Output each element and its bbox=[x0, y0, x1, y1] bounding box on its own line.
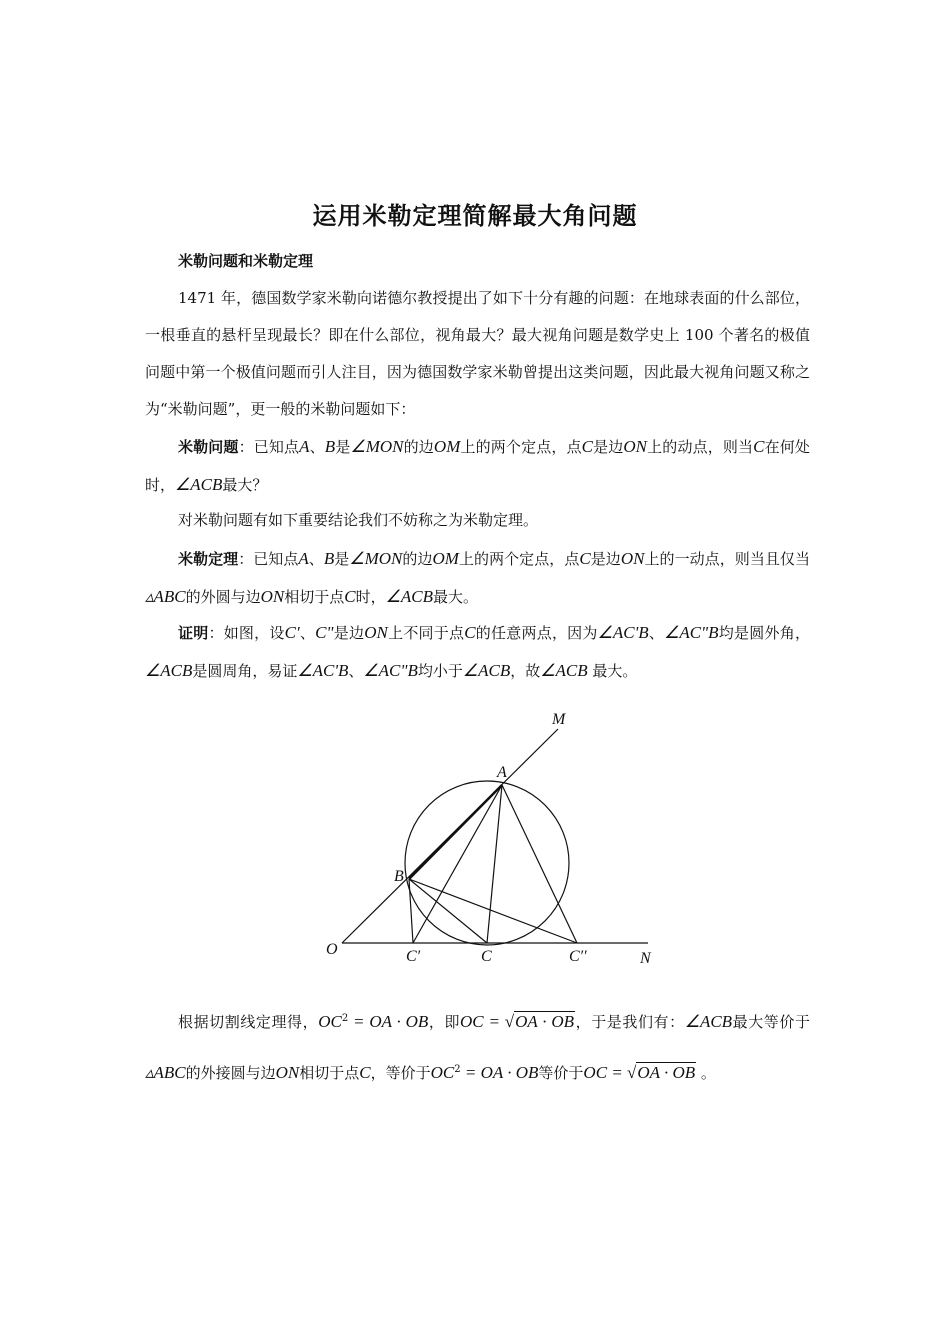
label-o: O bbox=[326, 941, 338, 958]
math-angle-acb: ∠ACB bbox=[462, 661, 511, 680]
math-om: OM bbox=[433, 437, 461, 456]
segment-ab bbox=[409, 785, 502, 879]
text: ，故 bbox=[510, 662, 541, 680]
math-angle-acb: ∠ACB bbox=[385, 587, 434, 606]
text: 时， bbox=[355, 588, 386, 606]
text: 最大？ bbox=[222, 476, 268, 494]
text: 是边 bbox=[592, 438, 624, 456]
label-c-double-prime: C′′ bbox=[569, 948, 587, 965]
text: 是圆周角，易证 bbox=[192, 662, 298, 680]
math-on: ON bbox=[620, 549, 645, 568]
math-oa-ob: = OA · OB bbox=[460, 1063, 539, 1082]
text: 均小于 bbox=[417, 662, 463, 680]
text: 上的两个定点，点 bbox=[460, 438, 582, 456]
text: 均是圆外角， bbox=[718, 624, 810, 642]
text: 根据切割线定理得， bbox=[178, 1013, 319, 1031]
label-a: A bbox=[497, 764, 507, 781]
text: 相切于点 bbox=[299, 1064, 360, 1082]
text: 最大等价于 bbox=[732, 1013, 810, 1031]
text: 等价于 bbox=[538, 1064, 584, 1082]
math-on: ON bbox=[623, 437, 648, 456]
miller-problem-paragraph bbox=[145, 428, 810, 504]
math-exponent: 2 bbox=[341, 1013, 349, 1024]
math-C: C bbox=[344, 587, 356, 606]
conclusion-intro: 对米勒问题有如下重要结论我们不妨称之为米勒定理。 bbox=[178, 511, 539, 529]
math-A: A bbox=[298, 549, 309, 568]
math-triangle-abc: ▵ABC bbox=[145, 1063, 186, 1082]
math-A: A bbox=[299, 437, 310, 456]
math-C: C bbox=[581, 437, 593, 456]
text: ，等价于 bbox=[370, 1064, 431, 1082]
text: 上的动点，则当 bbox=[647, 438, 754, 456]
math-C: C bbox=[464, 623, 476, 642]
proof-label: 证明 bbox=[178, 624, 209, 642]
final-paragraph bbox=[145, 995, 810, 1097]
text: 上不同于点 bbox=[387, 624, 465, 642]
text: 的边 bbox=[403, 438, 434, 456]
text: 、 bbox=[299, 624, 316, 642]
label-b: B bbox=[394, 868, 404, 885]
label-c: C bbox=[481, 948, 492, 965]
segment-b-c-prime bbox=[409, 879, 413, 943]
label-c-prime: C′ bbox=[406, 948, 421, 965]
math-B: B bbox=[323, 549, 335, 568]
math-angle: ∠AC'B bbox=[297, 661, 349, 680]
text: ：已知点 bbox=[238, 438, 300, 456]
text: 的外圆与边 bbox=[185, 588, 261, 606]
text: ：已知点 bbox=[238, 550, 299, 568]
miller-diagram bbox=[320, 705, 670, 975]
text: ：如图，设 bbox=[208, 624, 285, 642]
text: 的边 bbox=[402, 550, 433, 568]
text: 上的一动点，则当且仅当 bbox=[644, 550, 810, 568]
math-om: OM bbox=[432, 549, 459, 568]
text: 相切于点 bbox=[284, 588, 345, 606]
miller-theorem-paragraph bbox=[145, 540, 810, 616]
intro-paragraph: 1471 年，德国数学家米勒向诺德尔教授提出了如下十分有趣的问题：在地球表面的什么部位，一根垂直的悬杆呈现最长？即在什么部位，视角最大？最大视角问题是数学史上 100 个著名的极值问题中第一个极值问题而引人注目，因为德国数学家米勒曾提出这类问题，因此最大视角问题又称之为“米勒问题”，更一般的米勒问题如下： bbox=[145, 289, 810, 418]
math-triangle-abc: ▵ABC bbox=[145, 587, 186, 606]
math-oc-eq: OC = bbox=[583, 1063, 628, 1082]
math-angle-acb: ∠ACB bbox=[684, 1012, 733, 1031]
math-c-prime: C' bbox=[284, 623, 300, 642]
math-angle: ∠AC'B bbox=[597, 623, 649, 642]
page-title: 运用米勒定理简解最大角问题 bbox=[312, 202, 638, 230]
text: 、 bbox=[308, 550, 324, 568]
text: 是边 bbox=[333, 624, 365, 642]
text: 是 bbox=[335, 438, 351, 456]
math-c-double-prime: C" bbox=[315, 623, 334, 642]
circumcircle bbox=[405, 781, 569, 945]
text: ，即 bbox=[428, 1013, 461, 1031]
text: 最大。 bbox=[587, 662, 638, 680]
label-m: M bbox=[552, 711, 566, 728]
math-C: C bbox=[359, 1063, 371, 1082]
text: 是边 bbox=[590, 550, 621, 568]
section-heading: 米勒问题和米勒定理 bbox=[178, 252, 314, 270]
sqrt-sign: √ bbox=[504, 1012, 515, 1031]
text: ，于是我们有： bbox=[575, 1013, 685, 1031]
math-angle-acb: ∠ACB bbox=[540, 661, 588, 680]
label-n: N bbox=[640, 950, 651, 967]
math-angle: ∠AC"B bbox=[363, 661, 418, 680]
text: 、 bbox=[309, 438, 325, 456]
math-C: C bbox=[753, 437, 765, 456]
text: 的任意两点，因为 bbox=[475, 624, 598, 642]
math-root: OA · OB bbox=[515, 1012, 575, 1031]
text: 最大。 bbox=[433, 588, 479, 606]
math-angle: ∠AC"B bbox=[664, 623, 719, 642]
proof-paragraph bbox=[145, 614, 810, 690]
math-oa-ob: = OA · OB bbox=[348, 1012, 429, 1031]
math-oc-eq: OC = bbox=[460, 1012, 505, 1031]
math-on: ON bbox=[275, 1063, 300, 1082]
problem-label: 米勒问题 bbox=[178, 438, 239, 456]
math-C: C bbox=[579, 549, 591, 568]
math-angle-mon: ∠MON bbox=[349, 549, 403, 568]
text: 、 bbox=[348, 662, 364, 680]
math-oc: OC bbox=[318, 1012, 342, 1031]
text: 在何处时， bbox=[145, 438, 810, 494]
math-exponent: 2 bbox=[454, 1064, 461, 1075]
math-oc: OC bbox=[430, 1063, 455, 1082]
math-root: OA · OB bbox=[637, 1063, 696, 1082]
math-angle-mon: ∠MON bbox=[350, 437, 404, 456]
text: 、 bbox=[648, 624, 665, 642]
math-B: B bbox=[324, 437, 336, 456]
text: 。 bbox=[696, 1064, 716, 1082]
text: 的外接圆与边 bbox=[185, 1064, 276, 1082]
text: 是 bbox=[334, 550, 350, 568]
math-on: ON bbox=[364, 623, 388, 642]
geometry-figure bbox=[320, 705, 670, 975]
math-angle-acb: ∠ACB bbox=[175, 475, 223, 494]
math-on: ON bbox=[260, 587, 285, 606]
math-angle-acb: ∠ACB bbox=[145, 661, 193, 680]
text: 上的两个定点，点 bbox=[458, 550, 580, 568]
theorem-label: 米勒定理 bbox=[178, 550, 239, 568]
sqrt-sign: √ bbox=[627, 1063, 637, 1082]
